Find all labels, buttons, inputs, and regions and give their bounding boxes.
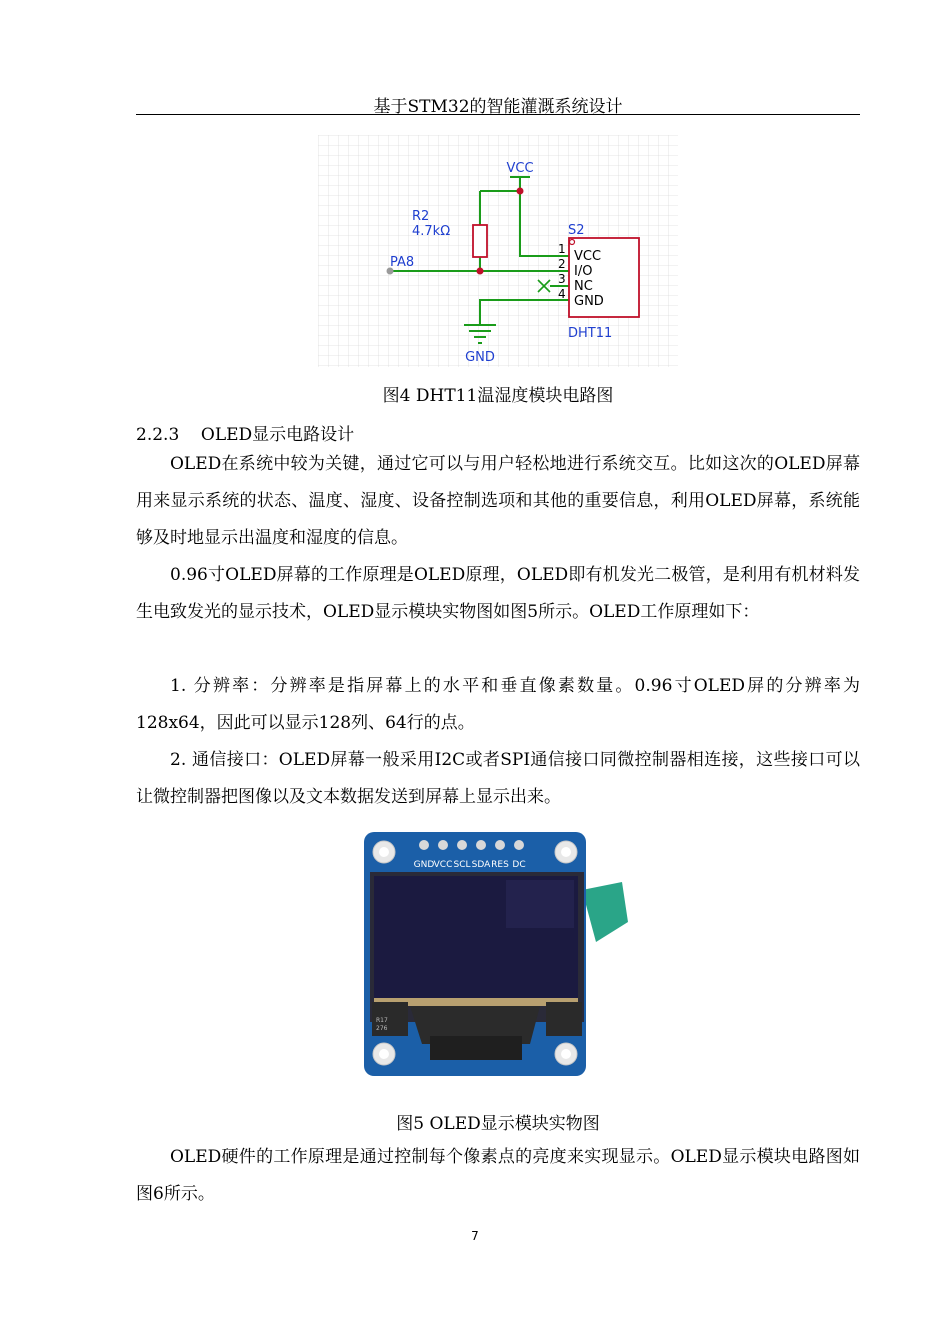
dht11-schematic (318, 135, 678, 367)
resistor-name: R2 (412, 209, 430, 224)
pin-label: SDA (471, 860, 491, 870)
part-name: DHT11 (568, 326, 613, 341)
input-label: PA8 (390, 255, 415, 270)
junction-dot (517, 188, 524, 195)
junction-dot (477, 268, 484, 275)
figure-4-caption: 图4 DHT11温湿度模块电路图 (382, 386, 614, 406)
pin-label: VCC (433, 860, 453, 870)
silk-text: 276 (376, 1025, 388, 1032)
pin-name: GND (574, 294, 604, 309)
figure-5-caption: 图5 OLED显示模块实物图 (396, 1114, 600, 1134)
body-paragraph: 1. 分辨率：分辨率是指屏幕上的水平和垂直像素数量。0.96寸OLED屏的分辨率为128x64，因此可以显示128列、64行的点。 (136, 676, 860, 733)
resistor-value: 4.7kΩ (412, 224, 451, 239)
body-paragraph: OLED在系统中较为关键，通过它可以与用户轻松地进行系统交互。比如这次的OLED屏幕用来显示系统的状态、温度、湿度、设备控制选项和其他的重要信息，利用OLED屏幕，系统能够及时地显示出温度和湿度的信息。 (136, 454, 860, 548)
part-ref: S2 (568, 223, 585, 238)
body-paragraph: 0.96寸OLED屏幕的工作原理是OLED原理，OLED即有机发光二极管，是利用有机材料发生电致发光的显示技术，OLED显示模块实物图如图5所示。OLED工作原理如下： (136, 565, 860, 622)
pin-number: 2 (558, 257, 566, 271)
pin-number: 1 (558, 242, 566, 256)
resistor-body (473, 225, 487, 257)
pin-name: I/O (574, 264, 593, 279)
section-heading (136, 420, 354, 445)
pin-number: 4 (558, 287, 566, 301)
body-paragraph: OLED硬件的工作原理是通过控制每个像素点的亮度来实现显示。OLED显示模块电路图如图6所示。 (136, 1147, 860, 1204)
section-number: 2.2.3 (136, 425, 180, 445)
page-number: 7 (471, 1229, 479, 1243)
pin-number: 3 (558, 272, 566, 286)
pin-name: NC (574, 279, 593, 294)
gnd-label: GND (465, 350, 495, 365)
running-header: 基于STM32的智能灌溉系统设计 (373, 97, 623, 117)
vcc-label: VCC (506, 161, 534, 176)
pin-label: RES (491, 860, 509, 870)
pin-label: GND (413, 860, 435, 870)
pin-label: DC (512, 860, 526, 870)
silk-text: R17 (376, 1017, 388, 1024)
pin-name: VCC (574, 249, 602, 264)
oled-module-photo (360, 830, 632, 1082)
header-rule (136, 114, 860, 115)
body-paragraph: 2. 通信接口：OLED屏幕一般采用I2C或者SPI通信接口同微控制器相连接，这些接口可以让微控制器把图像以及文本数据发送到屏幕上显示出来。 (136, 750, 860, 807)
pin-label: SCL (453, 860, 471, 870)
section-title: OLED显示电路设计 (200, 425, 355, 445)
